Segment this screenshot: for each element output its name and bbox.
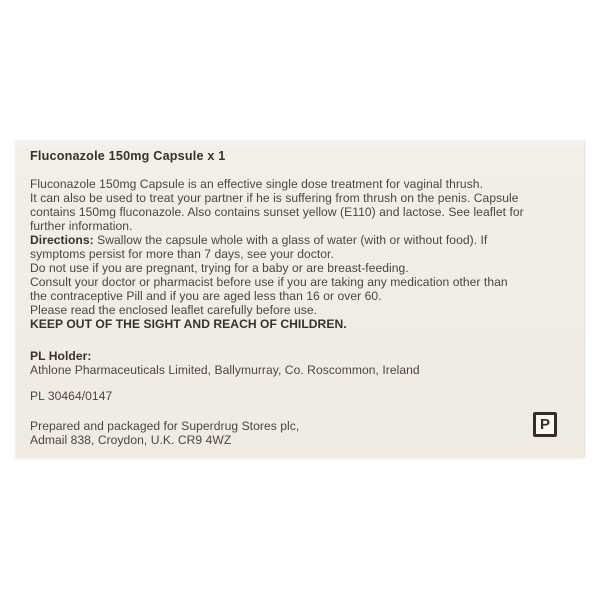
pharmacy-symbol-letter: P: [539, 416, 550, 433]
body-line: the contraceptive Pill and if you are aged less than 16 or over 60.: [30, 289, 382, 303]
body-line: Do not use if you are pregnant, trying for a baby or are breast-feeding.: [30, 261, 409, 275]
body-line: Please read the enclosed leaflet carefully before use.: [30, 303, 318, 317]
text-line: Prepared and packaged for Superdrug Stores plc,: [30, 419, 300, 433]
body-line: It can also be used to treat your partner if he is suffering from thrush on the penis. Capsule: [30, 191, 519, 205]
text-line: Admail 838, Croydon, U.K. CR9 4WZ: [30, 433, 232, 447]
pl-number: PL 30464/0147: [30, 389, 113, 403]
body-line: further information.: [30, 219, 133, 233]
body-line: contains 150mg fluconazole. Also contains sunset yellow (E110) and lactose. See leaflet for: [30, 205, 524, 219]
body-text: [30, 177, 575, 331]
pl-holder-value: Athlone Pharmaceuticals Limited, Ballymurray, Co. Roscommon, Ireland: [30, 363, 420, 377]
body-line: symptoms persist for more than 7 days, see your doctor.: [30, 247, 334, 261]
pl-holder-block: [30, 349, 420, 377]
product-title: Fluconazole 150mg Capsule x 1: [30, 149, 226, 163]
body-line: Fluconazole 150mg Capsule is an effective single dose treatment for vaginal thrush.: [30, 177, 483, 191]
medicine-box-back-panel: [15, 139, 585, 458]
pl-holder-label: PL Holder:: [30, 349, 92, 363]
body-line: Consult your doctor or pharmacist before use if you are taking any medication other than: [30, 275, 508, 289]
pharmacy-only-p-icon: [533, 412, 557, 437]
body-line: KEEP OUT OF THE SIGHT AND REACH OF CHILDREN.: [30, 317, 347, 331]
prepared-packaged-block: [30, 419, 299, 447]
body-line: Directions: Swallow the capsule whole with a glass of water (with or without food). If: [30, 233, 488, 247]
